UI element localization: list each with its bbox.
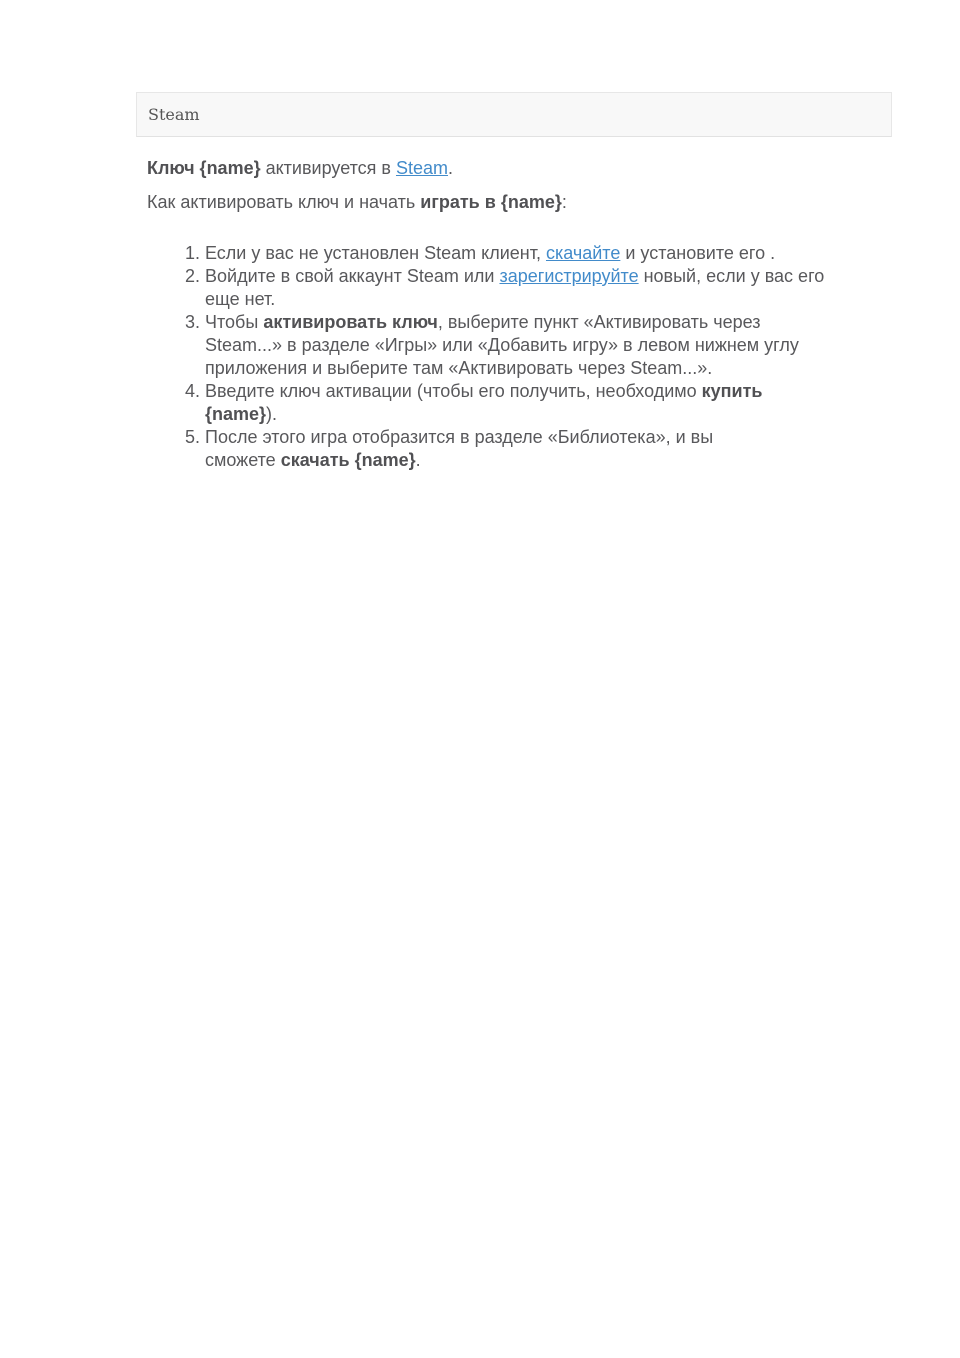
step-item-2 bbox=[205, 265, 881, 311]
step-text: Войдите в свой аккаунт Steam или bbox=[205, 266, 500, 286]
activation-steps-list bbox=[147, 242, 881, 472]
step-text: Если у вас не установлен Steam клиент, bbox=[205, 243, 546, 263]
step-text-bold: активировать ключ bbox=[263, 312, 438, 332]
intro-paragraph-2 bbox=[147, 191, 881, 214]
intro-text: активируется в bbox=[260, 158, 396, 178]
step-item-3 bbox=[205, 311, 881, 380]
intro-text: . bbox=[448, 158, 454, 178]
step-text: , выберите пункт «Активировать через bbox=[437, 312, 761, 332]
step-text: и установите его . bbox=[620, 243, 776, 263]
play-name-bold: играть в {name} bbox=[420, 192, 562, 212]
step-text-bold: {name} bbox=[205, 404, 267, 424]
download-steam-link[interactable]: скачайте bbox=[545, 243, 621, 263]
step-item-5 bbox=[205, 426, 881, 472]
step-text: Введите ключ активации (чтобы его получить, необходимо bbox=[205, 381, 702, 401]
register-account-link[interactable]: зарегистрируйте bbox=[499, 266, 639, 286]
step-text: сможете bbox=[205, 450, 281, 470]
steam-link[interactable]: Steam bbox=[395, 158, 449, 178]
step-text: приложения и выберите там «Активировать через Steam...». bbox=[205, 358, 713, 378]
step-text: еще нет. bbox=[205, 289, 276, 309]
step-text: новый, если у вас его bbox=[638, 266, 825, 286]
step-text: После этого игра отобразится в разделе «Библиотека», и вы bbox=[205, 427, 714, 447]
step-text: ). bbox=[266, 404, 278, 424]
step-text: Steam...» в разделе «Игры» или «Добавить игру» в левом нижнем углу bbox=[205, 335, 799, 355]
panel-title: Steam bbox=[148, 105, 200, 124]
step-item-1 bbox=[205, 242, 881, 265]
step-text: Чтобы bbox=[205, 312, 264, 332]
description-panel bbox=[136, 92, 892, 490]
key-name-bold: Ключ {name} bbox=[147, 158, 261, 178]
intro-text: : bbox=[561, 192, 567, 212]
panel-body bbox=[136, 137, 892, 472]
intro-paragraph-1 bbox=[147, 157, 881, 180]
step-item-4 bbox=[205, 380, 881, 426]
panel-header bbox=[136, 92, 892, 137]
step-text-bold: скачать {name} bbox=[280, 450, 416, 470]
step-text-bold: купить bbox=[701, 381, 763, 401]
step-text: . bbox=[415, 450, 421, 470]
intro-text: Как активировать ключ и начать bbox=[147, 192, 421, 212]
